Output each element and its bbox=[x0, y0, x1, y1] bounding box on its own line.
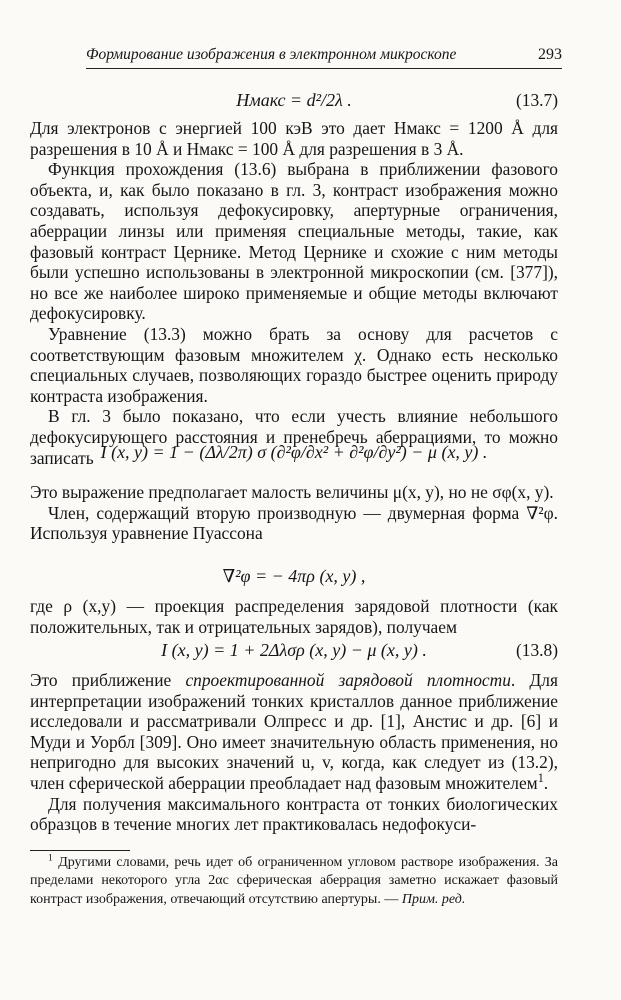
equation-formula: ∇²φ = − 4πρ (x, y) , bbox=[222, 566, 366, 586]
equation-13-7 bbox=[30, 86, 558, 116]
paragraph-biological-samples: Для получения максимального контраста от тонких биологических образцов в течение многих лет практиковалась недофокуси- bbox=[30, 793, 558, 835]
paragraph-electron-energy: Для электронов с энергией 100 кэВ это дает Hмакс = 1200 Å для разрешения в 10 Å и Hмакс = 100 Å для разрешения в 3 Å. bbox=[30, 118, 558, 159]
equation-formula: I (x, y) = 1 + 2Δλσρ (x, y) − μ (x, y) . bbox=[161, 640, 427, 660]
running-title: Формирование изображения в электронном микроскопе bbox=[86, 46, 457, 63]
equation-intensity-defocus bbox=[30, 438, 558, 468]
paragraph-transfer-function: Функция прохождения (13.6) выбрана в приближении фазового объекта, и, как было показано в гл. 3, контраст изображения можно создавать, используя дефокусировку, апертурные ограничения, аберрации линзы или применяя специальные методы, такие, как фазовый контраст Цернике. Метод Цернике и схожие с ним методы были успешно использованы в электронной микроскопии (см. [377]), но все же наиболее широко применяемые и общие методы включают дефокусировку. bbox=[30, 159, 558, 324]
footnote-mark: 1 bbox=[48, 852, 53, 864]
equation-number: (13.8) bbox=[515, 640, 558, 660]
text-block-3 bbox=[30, 596, 558, 637]
footnote-text: Другими словами, речь идет об ограниченном угловом растворе изображения. За пределами некоторого угла 2αc сферическая аберрация заметно искажает фазовый контраст изображения, отвечающий отсутствию апертуры. — bbox=[30, 855, 558, 907]
equation-formula: Hмакс = d²/2λ . bbox=[236, 90, 352, 110]
equation-13-8 bbox=[30, 636, 558, 666]
text-block-4 bbox=[30, 670, 558, 835]
paragraph-defocus: В гл. 3 было показано, что если учесть влияние небольшого дефокусирующего расстояния и пренебречь аберрациями, то можно записать bbox=[30, 406, 558, 468]
emphasis-term: спроектированной зарядовой плотности bbox=[185, 670, 511, 690]
text-block-1 bbox=[30, 118, 558, 468]
paragraph-second-derivative: Член, содержащий вторую производную — двумерная форма ∇²φ. Используя уравнение Пуассона bbox=[30, 502, 558, 544]
footnote-reference: 1 bbox=[537, 771, 544, 786]
running-header bbox=[86, 44, 562, 69]
page-number: 293 bbox=[538, 46, 562, 63]
paragraph-charge-density: где ρ (x,y) — проекция распределения зарядовой плотности (как положительных, так и отрицательных зарядов), получаем bbox=[30, 596, 558, 637]
equation-number: (13.7) bbox=[515, 90, 558, 110]
text-block-2 bbox=[30, 482, 558, 544]
equation-poisson bbox=[30, 562, 558, 592]
footnote-divider bbox=[30, 850, 130, 851]
equation-formula: I (x, y) = 1 − (Δλ/2π) σ (∂²φ/∂x² + ∂²φ/∂y²) − μ (x, y) . bbox=[100, 442, 488, 462]
paragraph-assumption: Это выражение предполагает малость величины μ(x, y), но не σφ(x, y). bbox=[30, 482, 554, 502]
paragraph-projected-charge: Это приближение спроектированной зарядовой плотности. Для интерпретации изображений тонких кристаллов данное приближение исследовали и рассматривали Олпресс и др. [1], Анстис и др. [6] и Муди и Уорбл [309]. Оно имеет значительную область применения, но непригодно для высоких значений u, v, когда, как следует из (13.2), член сферической аберрации преобладает над фазовым множителем$^1$. bbox=[30, 670, 558, 793]
paragraph-equation-13-3: Уравнение (13.3) можно брать за основу для расчетов с соответствующим фазовым множителем χ. Однако есть несколько специальных случаев, позволяющих гораздо быстрее оценить природу контраста изображения. bbox=[30, 323, 558, 406]
footnote-editor-note: Прим. ред. bbox=[401, 891, 466, 907]
footnote bbox=[30, 854, 558, 909]
